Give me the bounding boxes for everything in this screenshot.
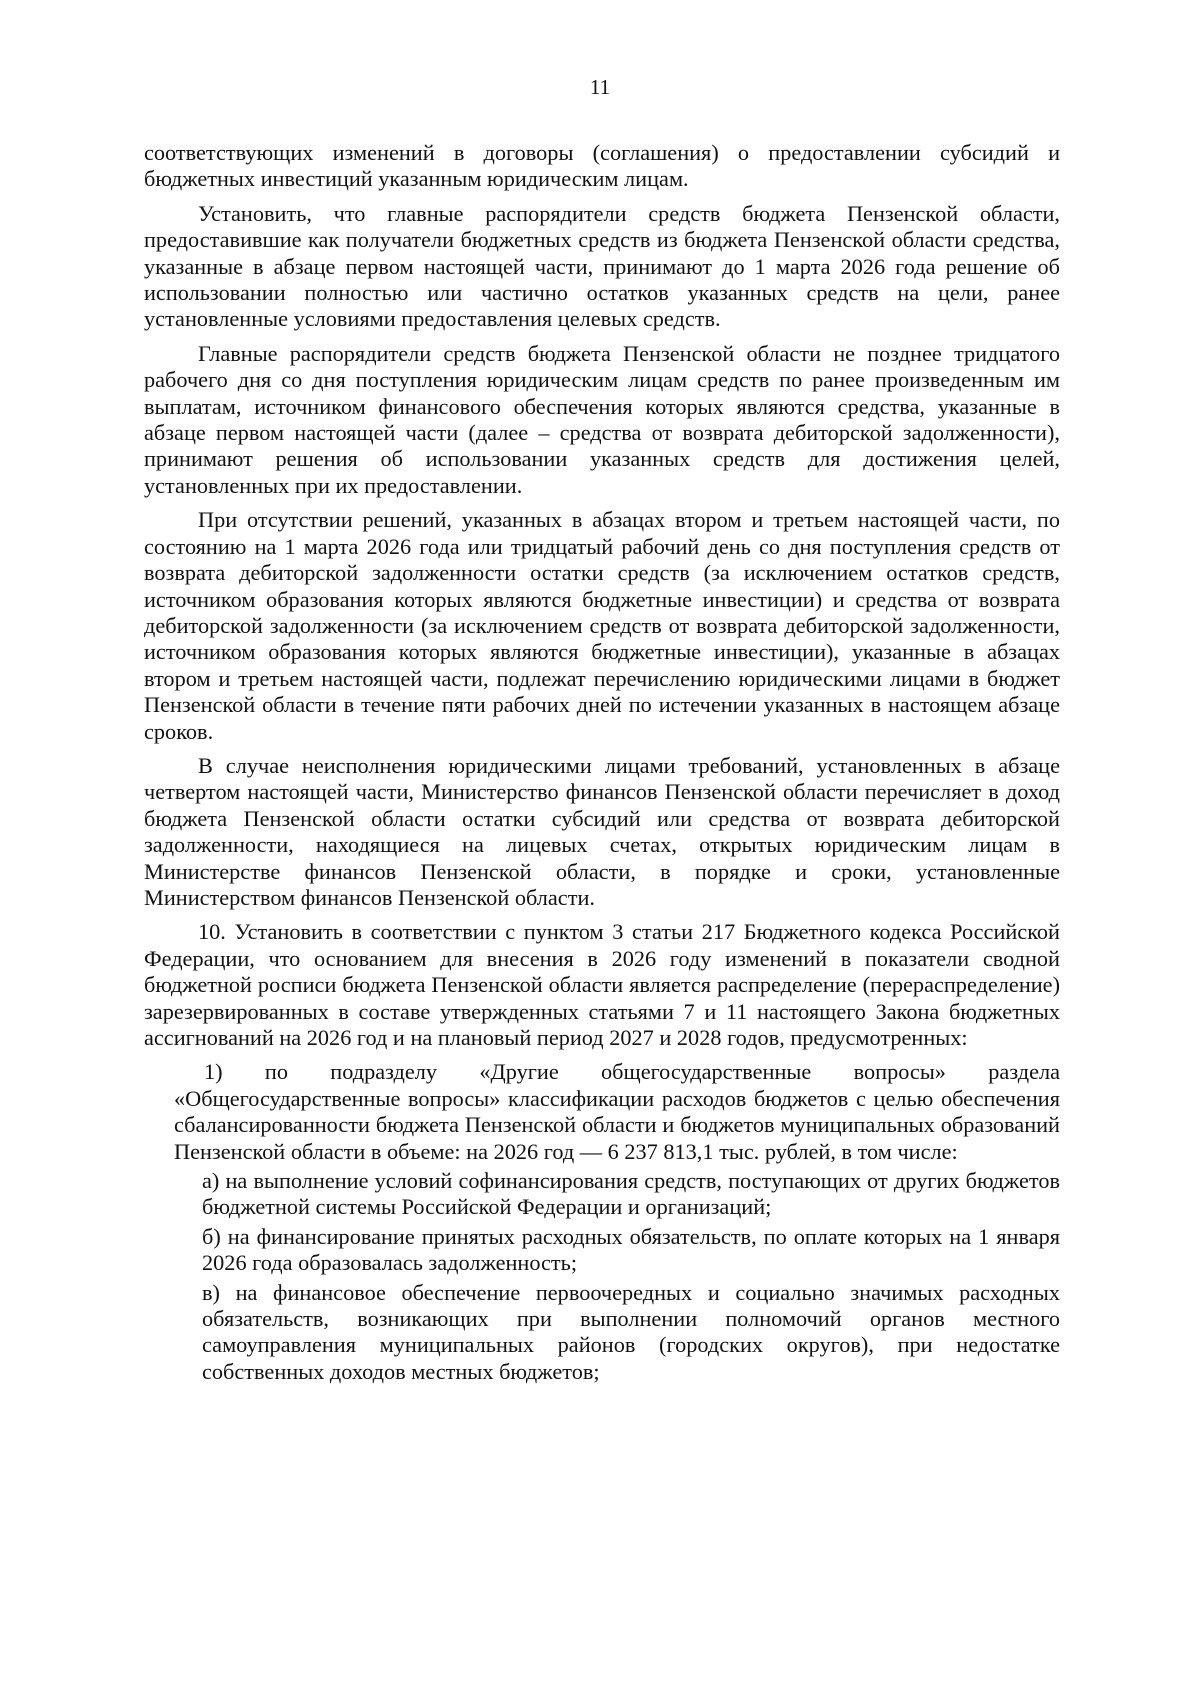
paragraph-section-10: 10. Установить в соответствии с пунктом 3 статьи 217 Бюджетного кодекса Российской Федерации, что основанием для внесения в 2026 году изменений в показатели сводной бюджетной росписи бюджета Пензенской области является распределение (перераспределение) зарезервированных в составе утвержденных статьями 7 и 11 настоящего Закона бюджетных ассигнований на 2026 год и на плановый период 2027 и 2028 годов, предусмотренных: <box>144 919 1060 1050</box>
paragraph-ministry-transfer: В случае неисполнения юридическими лицами требований, установленных в абзаце четвертом настоящей части, Министерство финансов Пензенской области перечисляет в доход бюджета Пензенской области остатки субсидий или средства от возврата дебиторской задолженности, находящиеся на лицевых счетах, открытых юридическим лицам в Министерстве финансов Пензенской области, в порядке и сроки, установленные Министерством финансов Пензенской области. <box>144 752 1060 910</box>
sub-item-b: б) на финансирование принятых расходных обязательств, по оплате которых на 1 января 2026 года образовалась задолженность; <box>202 1223 1060 1276</box>
sub-item-a: а) на выполнение условий софинансирования средств, поступающих от других бюджетов бюджетной системы Российской Федерации и организаций; <box>202 1168 1060 1220</box>
page-number: 11 <box>589 75 611 99</box>
paragraph-transfer-to-budget: При отсутствии решений, указанных в абзацах втором и третьем настоящей части, по состоянию на 1 марта 2026 года или тридцатый рабочий день со дня поступления средств от возврата дебиторской задолженности остатки средств (за исключением остатков средств, источником образования которых являются бюджетные инвестиции) и средства от возврата дебиторской задолженности (за исключением средств от возврата дебиторской задолженности, источником образования которых являются бюджетные инвестиции), указанные в абзацах втором и третьем настоящей части, подлежат перечислению юридическими лицами в бюджет Пензенской области в течение пяти рабочих дней по истечении указанных в настоящем абзаце сроков. <box>144 507 1060 744</box>
list-item-1: 1) по подразделу «Другие общегосударственные вопросы» раздела «Общегосударственные вопросы» классификации расходов бюджетов с целью обеспечения сбалансированности бюджета Пензенской области и бюджетов муниципальных образований Пензенской области в объеме: на 2026 год — 6 237 813,1 тыс. рублей, в том числе: <box>174 1059 1060 1164</box>
paragraph-receivables-return: Главные распорядители средств бюджета Пензенской области не позднее тридцатого рабочего дня со дня поступления юридическим лицам средств по ранее произведенным им выплатам, источником финансового обеспечения которых являются средства, указанные в абзаце первом настоящей части (далее – средства от возврата дебиторской задолженности), принимают решения об использовании указанных средств для достижения целей, установленных при их предоставлении. <box>144 340 1060 498</box>
document-body <box>144 140 1060 1388</box>
paragraph-decision-deadline: Установить, что главные распорядители средств бюджета Пензенской области, предоставившие как получатели бюджетных средств из бюджета Пензенской области средства, указанные в абзаце первом настоящей части, принимают до 1 марта 2026 года решение об использовании полностью или частично остатков указанных средств на цели, ранее установленные условиями предоставления целевых средств. <box>144 200 1060 332</box>
sub-item-c: в) на финансовое обеспечение первоочередных и социально значимых расходных обязательств, возникающих при выполнении полномочий органов местного самоуправления муниципальных районов (городских округов), при недостатке собственных доходов местных бюджетов; <box>202 1279 1060 1384</box>
paragraph-continuation: соответствующих изменений в договоры (соглашения) о предоставлении субсидий и бюджетных инвестиций указанным юридическим лицам. <box>144 140 1060 192</box>
